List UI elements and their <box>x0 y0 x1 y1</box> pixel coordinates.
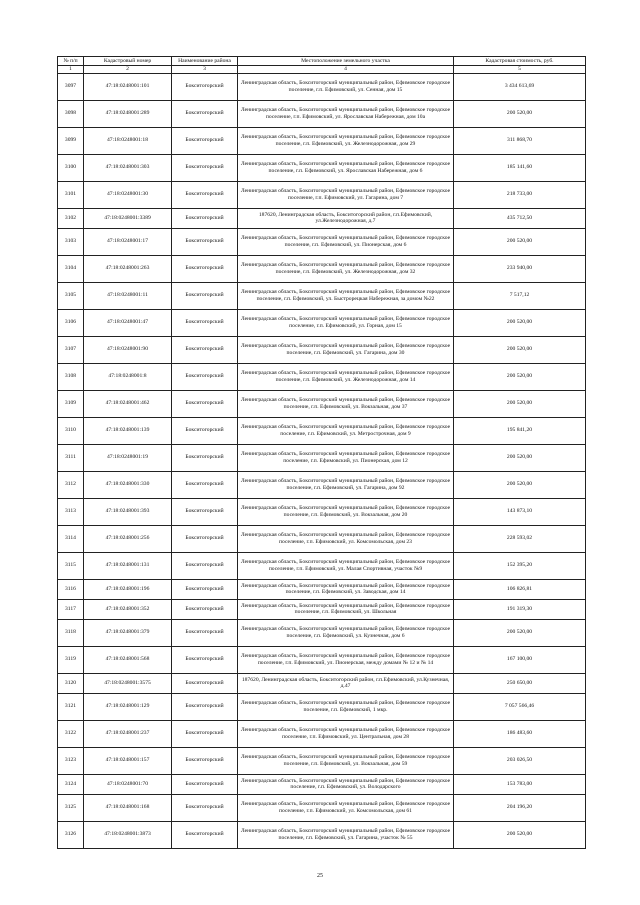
district-cell: Бокситогорский <box>172 525 238 552</box>
cadastral-value-cell: 152 395,20 <box>454 552 586 579</box>
location-cell: Ленинградская область, Бокситогорский муниципальный район, Ефимовское городское поселение, г.п. Ефимовский, ул. Школьная <box>238 599 454 619</box>
cadastral-number-cell: 47:18:0248001:237 <box>84 720 172 747</box>
cadastral-number-cell: 47:18:0248001:462 <box>84 390 172 417</box>
table-row <box>58 100 586 127</box>
table-row <box>58 619 586 646</box>
cadastral-value-cell: 200 520,00 <box>454 619 586 646</box>
cadastral-value-cell: 233 940,00 <box>454 255 586 282</box>
table-row <box>58 471 586 498</box>
district-cell: Бокситогорский <box>172 693 238 720</box>
cadastral-value-cell: 143 873,10 <box>454 498 586 525</box>
table-row <box>58 255 586 282</box>
location-cell: Ленинградская область, Бокситогорский муниципальный район, Ефимовское городское поселение, г.п. Ефимовский, ул. Гагарина, дом 92 <box>238 471 454 498</box>
column-number-cell: 1 <box>58 66 84 74</box>
table-row <box>58 336 586 363</box>
location-cell: Ленинградская область, Бокситогорский муниципальный район, Ефимовское городское поселение, г.п. Ефимовский, ул. Пионерская, дом 6 <box>238 228 454 255</box>
row-number-cell: 3114 <box>58 525 84 552</box>
table-row <box>58 444 586 471</box>
cadastral-number-cell: 47:18:0248001:8 <box>84 363 172 390</box>
cadastral-value-cell: 311 868,70 <box>454 127 586 154</box>
table-row <box>58 282 586 309</box>
cadastral-value-cell: 204 196,20 <box>454 794 586 821</box>
cadastral-value-cell: 200 520,00 <box>454 363 586 390</box>
row-number-cell: 3120 <box>58 673 84 693</box>
cadastral-number-cell: 47:18:0248001:129 <box>84 693 172 720</box>
location-cell: Ленинградская область, Бокситогорский муниципальный район, Ефимовское городское поселение, г.п. Ефимовский, ул. Вокзальная, дом 20 <box>238 498 454 525</box>
row-number-cell: 3113 <box>58 498 84 525</box>
cadastral-value-cell: 203 026,50 <box>454 747 586 774</box>
district-cell: Бокситогорский <box>172 336 238 363</box>
cadastral-number-cell: 47:18:0248001:330 <box>84 471 172 498</box>
row-number-cell: 3099 <box>58 127 84 154</box>
row-number-cell: 3125 <box>58 794 84 821</box>
table-row <box>58 363 586 390</box>
row-number-cell: 3118 <box>58 619 84 646</box>
table-row <box>58 208 586 228</box>
cadastral-number-cell: 47:18:0248001:379 <box>84 619 172 646</box>
table-row <box>58 794 586 821</box>
cadastral-value-cell: 200 520,00 <box>454 471 586 498</box>
location-cell: Ленинградская область, Бокситогорский муниципальный район, Ефимовское городское поселение, г.п. Ефимовский, ул. Железнодорожная, дом 29 <box>238 127 454 154</box>
row-number-cell: 3122 <box>58 720 84 747</box>
row-number-cell: 3110 <box>58 417 84 444</box>
table-row <box>58 73 586 100</box>
location-cell: Ленинградская область, Бокситогорский муниципальный район, Ефимовское городское поселение, г.п. Ефимовский, ул. Комсомольская, дом 23 <box>238 525 454 552</box>
header-cell-district: Наименование района <box>172 57 238 66</box>
location-cell: Ленинградская область, Бокситогорский муниципальный район, Ефимовское городское поселение, г.п. Ефимовский, ул. Центральная, дом 28 <box>238 720 454 747</box>
header-cell-location: Местоположение земельного участка <box>238 57 454 66</box>
cadastral-value-cell: 191 319,30 <box>454 599 586 619</box>
district-cell: Бокситогорский <box>172 471 238 498</box>
cadastral-number-cell: 47:18:0248001:352 <box>84 599 172 619</box>
column-number-cell: 4 <box>238 66 454 74</box>
cadastral-value-cell: 200 520,00 <box>454 228 586 255</box>
header-cell-number: № п/п <box>58 57 84 66</box>
row-number-cell: 3126 <box>58 821 84 848</box>
row-number-cell: 3119 <box>58 646 84 673</box>
location-cell: Ленинградская область, Бокситогорский муниципальный район, Ефимовское городское поселение, г.п. Ефимовский, ул. Заводская, дом 14 <box>238 579 454 599</box>
table-row <box>58 127 586 154</box>
cadastral-number-cell: 47:18:0248001:19 <box>84 444 172 471</box>
row-number-cell: 3108 <box>58 363 84 390</box>
row-number-cell: 3101 <box>58 181 84 208</box>
location-cell: Ленинградская область, Бокситогорский муниципальный район, Ефимовское городское поселение, г.п. Ефимовский, ул. Быстрорецкая Набережная, за домом №22 <box>238 282 454 309</box>
location-cell: Ленинградская область, Бокситогорский муниципальный район, Ефимовское городское поселение, г.п. Ефимовский, ул. Пионерская, между домами № 12 и № 14 <box>238 646 454 673</box>
cadastral-number-cell: 47:18:0248001:3575 <box>84 673 172 693</box>
cadastral-value-cell: 250 650,00 <box>454 673 586 693</box>
cadastral-value-cell: 195 841,20 <box>454 417 586 444</box>
cadastral-number-cell: 47:18:0248001:131 <box>84 552 172 579</box>
cadastral-number-cell: 47:18:0248001:70 <box>84 774 172 794</box>
column-number-cell: 3 <box>172 66 238 74</box>
cadastral-number-cell: 47:18:0248001:3389 <box>84 208 172 228</box>
table-row <box>58 228 586 255</box>
cadastral-number-cell: 47:18:0248001:393 <box>84 498 172 525</box>
row-number-cell: 3124 <box>58 774 84 794</box>
district-cell: Бокситогорский <box>172 282 238 309</box>
cadastral-number-cell: 47:18:0248001:18 <box>84 127 172 154</box>
location-cell: Ленинградская область, Бокситогорский муниципальный район, Ефимовское городское поселение, г.п. Ефимовский, ул. Гагарина, участок № 55 <box>238 821 454 848</box>
cadastral-value-cell: 7 057 566,46 <box>454 693 586 720</box>
district-cell: Бокситогорский <box>172 154 238 181</box>
location-cell: Ленинградская область, Бокситогорский муниципальный район, Ефимовское городское поселение, г.п. Ефимовский, ул. Малая Спортивная, участок №9 <box>238 552 454 579</box>
district-cell: Бокситогорский <box>172 181 238 208</box>
location-cell: Ленинградская область, Бокситогорский муниципальный район, Ефимовское городское поселение, г.п. Ефимовский, ул. Вокзальная, дом 59 <box>238 747 454 774</box>
row-number-cell: 3111 <box>58 444 84 471</box>
table-row <box>58 525 586 552</box>
cadastral-value-cell: 185 141,60 <box>454 154 586 181</box>
cadastral-value-cell: 106 826,81 <box>454 579 586 599</box>
column-number-row <box>58 66 586 74</box>
row-number-cell: 3103 <box>58 228 84 255</box>
district-cell: Бокситогорский <box>172 599 238 619</box>
location-cell: Ленинградская область, Бокситогорский муниципальный район, Ефимовское городское поселение, г.п. Ефимовский, ул. Ярославская Набережная, дом 6 <box>238 154 454 181</box>
location-cell: Ленинградская область, Бокситогорский муниципальный район, Ефимовское городское поселение, г.п. Ефимовский, ул. Володарского <box>238 774 454 794</box>
district-cell: Бокситогорский <box>172 579 238 599</box>
table-row <box>58 673 586 693</box>
cadastral-value-cell: 200 520,00 <box>454 309 586 336</box>
district-cell: Бокситогорский <box>172 646 238 673</box>
row-number-cell: 3104 <box>58 255 84 282</box>
location-cell: Ленинградская область, Бокситогорский муниципальный район, Ефимовское городское поселение, г.п. Ефимовский, 1 мкр. <box>238 693 454 720</box>
row-number-cell: 3105 <box>58 282 84 309</box>
location-cell: Ленинградская область, Бокситогорский муниципальный район, Ефимовское городское поселение, г.п. Ефимовский, ул. Метрострочная, дом 9 <box>238 417 454 444</box>
cadastral-table <box>57 56 586 849</box>
cadastral-number-cell: 47:18:0248001:289 <box>84 100 172 127</box>
cadastral-value-cell: 200 520,00 <box>454 821 586 848</box>
cadastral-number-cell: 47:18:0248001:3873 <box>84 821 172 848</box>
district-cell: Бокситогорский <box>172 673 238 693</box>
cadastral-value-cell: 200 520,00 <box>454 444 586 471</box>
district-cell: Бокситогорский <box>172 794 238 821</box>
location-cell: Ленинградская область, Бокситогорский муниципальный район, Ефимовское городское поселение, г.п. Ефимовский, ул. Вокзальная, дом 37 <box>238 390 454 417</box>
cadastral-number-cell: 47:18:0248001:11 <box>84 282 172 309</box>
cadastral-number-cell: 47:18:0248001:256 <box>84 525 172 552</box>
location-cell: Ленинградская область, Бокситогорский муниципальный район, Ефимовское городское поселение, г.п. Ефимовский, ул. Горная, дом 15 <box>238 309 454 336</box>
district-cell: Бокситогорский <box>172 309 238 336</box>
district-cell: Бокситогорский <box>172 363 238 390</box>
cadastral-value-cell: 153 783,00 <box>454 774 586 794</box>
column-number-cell: 5 <box>454 66 586 74</box>
column-number-cell: 2 <box>84 66 172 74</box>
location-cell: Ленинградская область, Бокситогорский муниципальный район, Ефимовское городское поселение, г.п. Ефимовский, ул. Железнодорожная, дом 32 <box>238 255 454 282</box>
cadastral-value-cell: 7 517,12 <box>454 282 586 309</box>
cadastral-value-cell: 435 712,50 <box>454 208 586 228</box>
table-row <box>58 498 586 525</box>
district-cell: Бокситогорский <box>172 747 238 774</box>
district-cell: Бокситогорский <box>172 774 238 794</box>
table-row <box>58 154 586 181</box>
cadastral-value-cell: 200 520,00 <box>454 100 586 127</box>
cadastral-number-cell: 47:18:0248001:47 <box>84 309 172 336</box>
table-row <box>58 720 586 747</box>
cadastral-number-cell: 47:18:0248001:139 <box>84 417 172 444</box>
row-number-cell: 3115 <box>58 552 84 579</box>
cadastral-value-cell: 218 733,00 <box>454 181 586 208</box>
cadastral-value-cell: 200 520,00 <box>454 390 586 417</box>
location-cell: 187620, Ленинградская область, Бокситогорский район, г.п.Ефимовский, ул.Кузнечная, д.47 <box>238 673 454 693</box>
location-cell: 187620, Ленинградская область, Бокситогорский район, г.п.Ефимовский, ул.Железнодорожная, д.7 <box>238 208 454 228</box>
district-cell: Бокситогорский <box>172 444 238 471</box>
cadastral-number-cell: 47:18:0248001:157 <box>84 747 172 774</box>
cadastral-number-cell: 47:18:0248001:168 <box>84 794 172 821</box>
location-cell: Ленинградская область, Бокситогорский муниципальный район, Ефимовское городское поселение, г.п. Ефимовский, ул. Гагарина, дом 30 <box>238 336 454 363</box>
page-number: 25 <box>317 873 323 879</box>
table-row <box>58 417 586 444</box>
location-cell: Ленинградская область, Бокситогорский муниципальный район, Ефимовское городское поселение, г.п. Ефимовский, ул. Пионерская, дом 12 <box>238 444 454 471</box>
district-cell: Бокситогорский <box>172 127 238 154</box>
location-cell: Ленинградская область, Бокситогорский муниципальный район, Ефимовское городское поселение, г.п. Ефимовский, ул. Железнодорожная, дом 14 <box>238 363 454 390</box>
table-header-row <box>58 57 586 66</box>
district-cell: Бокситогорский <box>172 255 238 282</box>
row-number-cell: 3102 <box>58 208 84 228</box>
table-row <box>58 599 586 619</box>
location-cell: Ленинградская область, Бокситогорский муниципальный район, Ефимовское городское поселение, г.п. Ефимовский, ул. Комсомольская, дом 61 <box>238 794 454 821</box>
header-cell-cadastral-value: Кадастровая стоимость, руб. <box>454 57 586 66</box>
cadastral-number-cell: 47:18:0248001:90 <box>84 336 172 363</box>
district-cell: Бокситогорский <box>172 390 238 417</box>
cadastral-number-cell: 47:18:0248001:101 <box>84 73 172 100</box>
district-cell: Бокситогорский <box>172 821 238 848</box>
location-cell: Ленинградская область, Бокситогорский муниципальный район, Ефимовское городское поселение, г.п. Ефимовский, ул. Ярославская Набережная, дом 10а <box>238 100 454 127</box>
table-row <box>58 774 586 794</box>
cadastral-number-cell: 47:18:0248001:196 <box>84 579 172 599</box>
table-body <box>58 73 586 848</box>
row-number-cell: 3121 <box>58 693 84 720</box>
district-cell: Бокситогорский <box>172 417 238 444</box>
district-cell: Бокситогорский <box>172 619 238 646</box>
header-cell-cadastral-number: Кадастровый номер <box>84 57 172 66</box>
row-number-cell: 3106 <box>58 309 84 336</box>
district-cell: Бокситогорский <box>172 552 238 579</box>
district-cell: Бокситогорский <box>172 100 238 127</box>
row-number-cell: 3100 <box>58 154 84 181</box>
district-cell: Бокситогорский <box>172 73 238 100</box>
cadastral-value-cell: 167 100,00 <box>454 646 586 673</box>
cadastral-number-cell: 47:18:0248001:263 <box>84 255 172 282</box>
table-row <box>58 747 586 774</box>
location-cell: Ленинградская область, Бокситогорский муниципальный район, Ефимовское городское поселение, г.п. Ефимовский, ул. Гагарина, дом 7 <box>238 181 454 208</box>
table-row <box>58 181 586 208</box>
table-row <box>58 693 586 720</box>
table-row <box>58 646 586 673</box>
table-row <box>58 579 586 599</box>
table-row <box>58 821 586 848</box>
row-number-cell: 3123 <box>58 747 84 774</box>
row-number-cell: 3109 <box>58 390 84 417</box>
cadastral-number-cell: 47:18:0248001:30 <box>84 181 172 208</box>
location-cell: Ленинградская область, Бокситогорский муниципальный район, Ефимовское городское поселение, г.п. Ефимовский, ул. Сенная, дом 15 <box>238 73 454 100</box>
row-number-cell: 3117 <box>58 599 84 619</box>
table-row <box>58 390 586 417</box>
row-number-cell: 3116 <box>58 579 84 599</box>
district-cell: Бокситогорский <box>172 228 238 255</box>
row-number-cell: 3097 <box>58 73 84 100</box>
district-cell: Бокситогорский <box>172 498 238 525</box>
cadastral-number-cell: 47:18:0248001:568 <box>84 646 172 673</box>
cadastral-value-cell: 3 434 613,69 <box>454 73 586 100</box>
cadastral-value-cell: 228 593,02 <box>454 525 586 552</box>
table-row <box>58 552 586 579</box>
location-cell: Ленинградская область, Бокситогорский муниципальный район, Ефимовское городское поселение, г.п. Ефимовский, ул. Кузнечная, дом 6 <box>238 619 454 646</box>
cadastral-value-cell: 200 520,00 <box>454 336 586 363</box>
row-number-cell: 3112 <box>58 471 84 498</box>
cadastral-value-cell: 186 483,60 <box>454 720 586 747</box>
cadastral-number-cell: 47:18:0248001:17 <box>84 228 172 255</box>
district-cell: Бокситогорский <box>172 208 238 228</box>
row-number-cell: 3098 <box>58 100 84 127</box>
table-row <box>58 309 586 336</box>
row-number-cell: 3107 <box>58 336 84 363</box>
district-cell: Бокситогорский <box>172 720 238 747</box>
cadastral-number-cell: 47:18:0248001:303 <box>84 154 172 181</box>
